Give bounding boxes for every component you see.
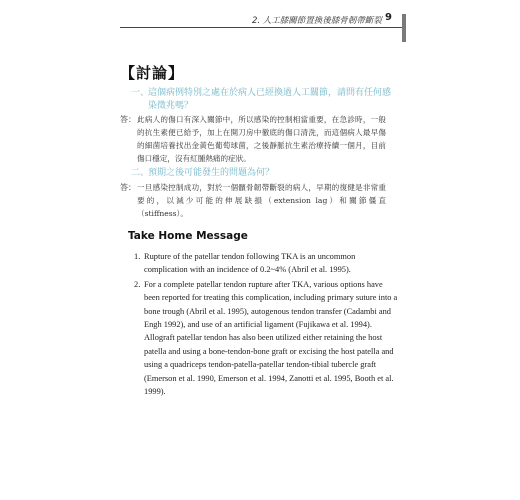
question-2 — [131, 167, 393, 180]
answer-text: 此病人的傷口有深入關節中，所以感染的控制相當重要，在急診時，一般的抗生素便已給予，加上在開刀房中徹底的傷口清洗，而這個病人最早傷的細菌培養找出金黃色葡萄球菌，之後靜脈抗生素治療持續一個月，目前傷口穩定，沒有紅腫熱痛的症狀。 — [137, 115, 386, 163]
list-item-text: For a complete patellar tendon rupture after TKA, various options have been reported for treating this complication, including primary suture into a bone trough (Abril et al. 1995), autogenous tendon transfer (Cadambi and Engh 1992), and use of an artificial ligament (Fujikawa et al. 1994). Allograft patellar tendon has also been utilized either retaining the host patella and using a bone-tendon-bone graft or excising the host patella and using a quadriceps tendon-patella-patellar tendon-tibial tubercle graft (Emerson et al. 1990, Emerson et al. 1994, Zanotti et al. 1995, Booth et al. 1999). — [144, 279, 398, 397]
question-1 — [131, 87, 393, 113]
question-number: 一、 — [131, 88, 150, 98]
answer-2 — [120, 181, 386, 220]
answer-text: 一旦感染控制成功，對於一個髕骨韌帶斷裂的病人，早期的復健是非常重要的，以減少可能的伸展缺損（extension lag）和關節僵直（stiffness）。 — [137, 183, 386, 218]
page-number: 9 — [385, 12, 392, 23]
take-home-title: Take Home Message — [128, 230, 248, 242]
section-heading: 【討論】 — [120, 64, 185, 82]
header-accent-bar — [402, 14, 406, 42]
question-text: 預期之後可能發生的問題為何？ — [148, 168, 275, 178]
answer-label: 答： — [120, 115, 136, 124]
header-rule — [120, 27, 406, 28]
take-home-list — [134, 250, 399, 398]
list-item-text: Rupture of the patellar tendon following TKA is an uncommon complication with an incidence of 0.2~4% (Abril et al. 1995). — [144, 252, 356, 275]
list-item-number: 1. — [134, 252, 141, 261]
list-item — [134, 278, 399, 399]
list-item-number: 2. — [134, 279, 141, 289]
question-number: 二、 — [131, 168, 150, 178]
answer-1 — [120, 113, 386, 165]
question-text: 這個病例特別之處在於病人已經換過人工關節，請問有任何感染徵兆嗎？ — [148, 88, 392, 111]
running-header-title: 2. 人工膝關節置換後膝骨韌帶斷裂 — [252, 16, 382, 26]
answer-label: 答： — [120, 183, 136, 192]
list-item — [134, 250, 399, 277]
